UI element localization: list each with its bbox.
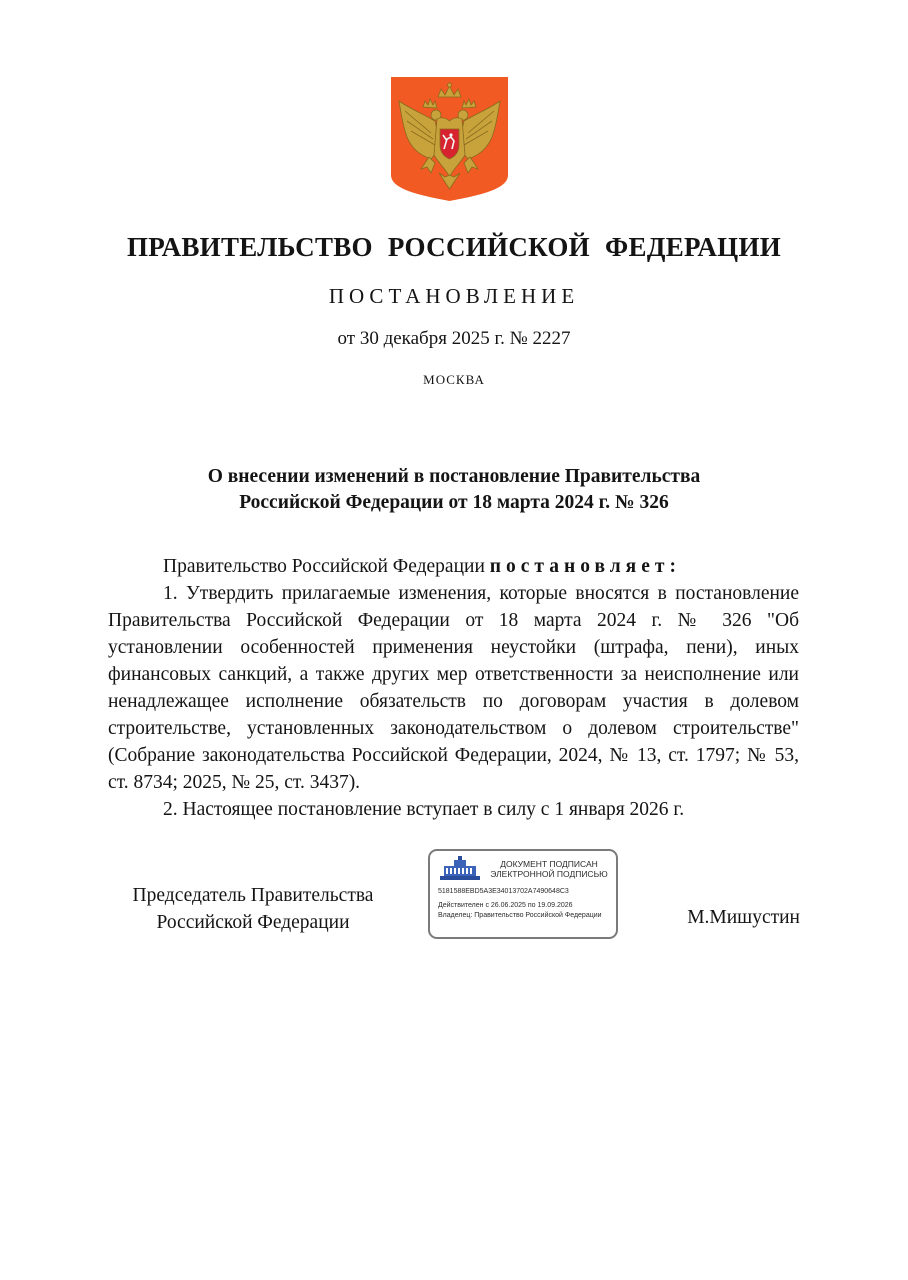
coat-of-arms-emblem xyxy=(391,77,508,201)
stamp-title xyxy=(486,859,612,879)
subject-line-2: Российской Федерации от 18 марта 2024 г. № 326 xyxy=(239,492,669,513)
paragraph-1: 1. Утвердить прилагаемые изменения, которые вносятся в постановление Правительства Российской Федерации от 18 марта 2024 г. № 326 "Об установлении особенностей применения неустойки (штрафа, пени), иных финансовых санкций, а также других мер ответственности за неисполнение или ненадлежащее исполнение обязательств по договорам участия в долевом строительстве, установленных законодательством о долевом строительстве" (Собрание законодательства Российской Федерации, 2024, № 13, ст. 1797; № 53, ст. 8734; 2025, № 25, ст. 3437). xyxy=(108,583,799,793)
signatory-position-line-1: Председатель Правительства xyxy=(132,885,374,906)
electronic-signature-stamp xyxy=(428,849,618,939)
paragraph-2: 2. Настоящее постановление вступает в силу с 1 января 2026 г. xyxy=(163,799,685,820)
signatory-position-line-2: Российской Федерации xyxy=(156,912,350,933)
signatory-name: М.Мишустин xyxy=(687,907,800,928)
document-type: ПОСТАНОВЛЕНИЕ xyxy=(328,284,580,308)
government-building-icon xyxy=(438,856,482,882)
intro-text: Правительство Российской Федерации xyxy=(163,556,490,577)
certificate-owner: Владелец: Правительство Российской Федерации xyxy=(438,912,602,919)
stamp-title-line-2: ЭЛЕКТРОННОЙ ПОДПИСЬЮ xyxy=(490,869,608,879)
stamp-title-line-1: ДОКУМЕНТ ПОДПИСАН xyxy=(500,859,598,869)
document-date-number: от 30 декабря 2025 г. № 2227 xyxy=(337,328,571,349)
intro-paragraph xyxy=(108,553,799,580)
certificate-validity: Действителен с 26.06.2025 по 19.09.2026 xyxy=(438,902,573,909)
certificate-serial: 5181588EBD5A3E34013702A7490648C3 xyxy=(438,888,569,895)
signatory-position xyxy=(108,882,398,936)
decree-keyword: постановляет: xyxy=(489,556,681,577)
document-subject xyxy=(0,464,908,516)
russian-coat-of-arms-icon xyxy=(391,77,508,201)
government-title: ПРАВИТЕЛЬСТВО РОССИЙСКОЙ ФЕДЕРАЦИИ xyxy=(126,232,782,262)
subject-line-1: О внесении изменений в постановление Правительства xyxy=(207,466,701,487)
document-body xyxy=(108,553,799,823)
document-city: МОСКВА xyxy=(423,372,485,387)
